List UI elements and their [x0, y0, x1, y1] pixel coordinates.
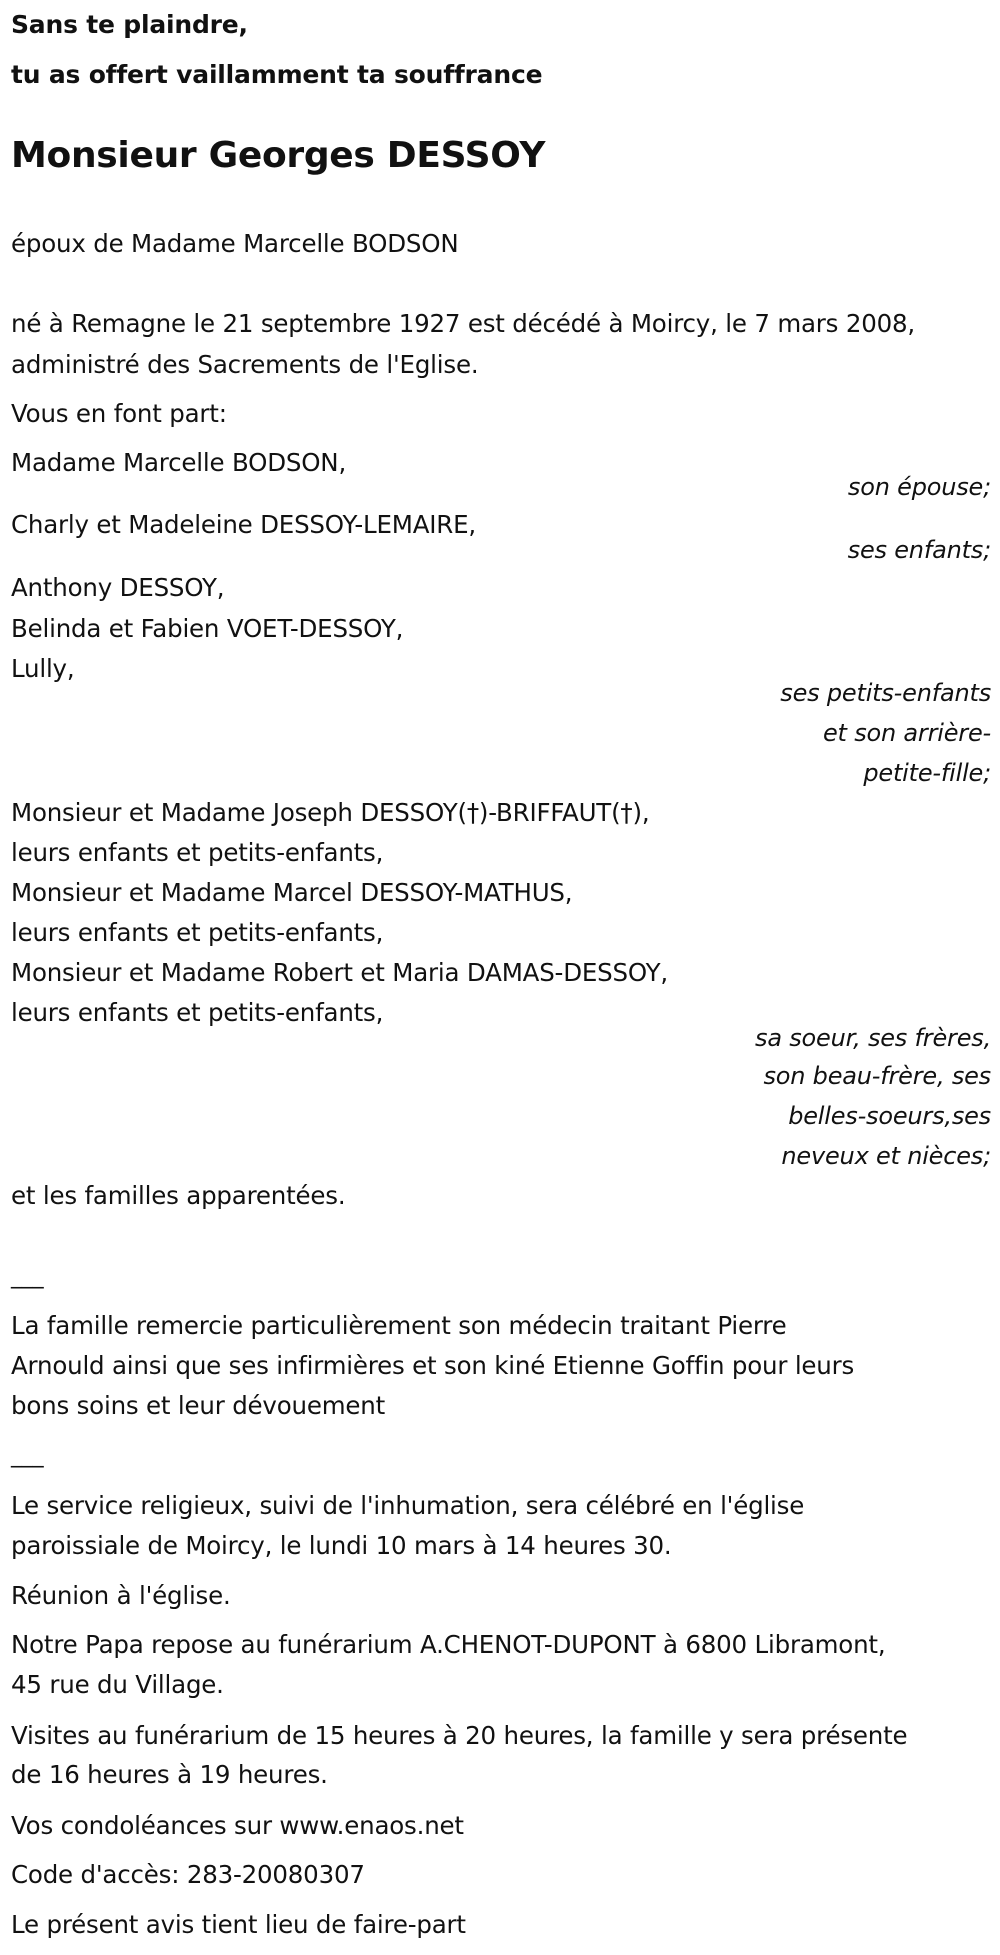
birth-death-line-2: administré des Sacrements de l'Eglise.: [11, 350, 479, 379]
family-grandchildren-relation-2: et son arrière-: [822, 719, 991, 747]
family-sibling-1: Monsieur et Madame Joseph DESSOY(†)-BRIFFAUT(†),: [11, 798, 650, 827]
service-line-1: Le service religieux, suivi de l'inhumation, sera célébré en l'église: [11, 1491, 805, 1520]
family-wife-relation: son épouse;: [847, 473, 991, 501]
family-children-relation: ses enfants;: [847, 536, 991, 564]
family-others: et les familles apparentées.: [11, 1181, 346, 1210]
family-grandchild-3: Lully,: [11, 654, 75, 683]
thanks-line-2: Arnould ainsi que ses infirmières et son kiné Etienne Goffin pour leurs: [11, 1351, 855, 1380]
family-grandchild-1: Anthony DESSOY,: [11, 573, 225, 602]
family-children-name: Charly et Madeleine DESSOY-LEMAIRE,: [11, 510, 476, 539]
family-siblings-relation-3: belles-soeurs,ses: [788, 1102, 991, 1130]
spouse-line: époux de Madame Marcelle BODSON: [11, 229, 459, 258]
family-sibling-2: leurs enfants et petits-enfants,: [11, 838, 384, 867]
family-sibling-6: leurs enfants et petits-enfants,: [11, 998, 384, 1027]
birth-death-line-1: né à Remagne le 21 septembre 1927 est décédé à Moircy, le 7 mars 2008,: [11, 309, 915, 338]
meeting-line: Réunion à l'église.: [11, 1581, 231, 1610]
separator-2: ___: [11, 1443, 44, 1468]
access-code: Code d'accès: 283-20080307: [11, 1860, 365, 1889]
family-grandchild-2: Belinda et Fabien VOET-DESSOY,: [11, 614, 404, 643]
family-sibling-5: Monsieur et Madame Robert et Maria DAMAS-DESSOY,: [11, 958, 668, 987]
epigraph-line-1: Sans te plaindre,: [11, 10, 248, 39]
visits-line-2: de 16 heures à 19 heures.: [11, 1760, 328, 1789]
service-line-2: paroissiale de Moircy, le lundi 10 mars à 14 heures 30.: [11, 1531, 672, 1560]
visits-line-1: Visites au funérarium de 15 heures à 20 heures, la famille y sera présente: [11, 1721, 908, 1750]
family-grandchildren-relation-1: ses petits-enfants: [780, 679, 991, 707]
separator-1: ___: [11, 1264, 44, 1289]
epigraph-line-2: tu as offert vaillamment ta souffrance: [11, 60, 543, 89]
family-sibling-4: leurs enfants et petits-enfants,: [11, 918, 384, 947]
thanks-line-3: bons soins et leur dévouement: [11, 1391, 385, 1420]
deceased-name-title: Monsieur Georges DESSOY: [11, 135, 546, 176]
condolences-link[interactable]: Vos condoléances sur www.enaos.net: [11, 1811, 464, 1840]
family-siblings-relation-4: neveux et nièces;: [781, 1142, 991, 1170]
family-wife-name: Madame Marcelle BODSON,: [11, 448, 347, 477]
announce-label: Vous en font part:: [11, 399, 227, 428]
family-sibling-3: Monsieur et Madame Marcel DESSOY-MATHUS,: [11, 878, 573, 907]
family-siblings-relation-1: sa soeur, ses frères,: [755, 1024, 991, 1052]
funeral-home-line-1: Notre Papa repose au funérarium A.CHENOT-DUPONT à 6800 Libramont,: [11, 1630, 886, 1659]
thanks-line-1: La famille remercie particulièrement son médecin traitant Pierre: [11, 1311, 787, 1340]
family-grandchildren-relation-3: petite-fille;: [863, 759, 991, 787]
family-siblings-relation-2: son beau-frère, ses: [763, 1062, 991, 1090]
funeral-home-line-2: 45 rue du Village.: [11, 1670, 224, 1699]
closing-line: Le présent avis tient lieu de faire-part: [11, 1910, 466, 1939]
